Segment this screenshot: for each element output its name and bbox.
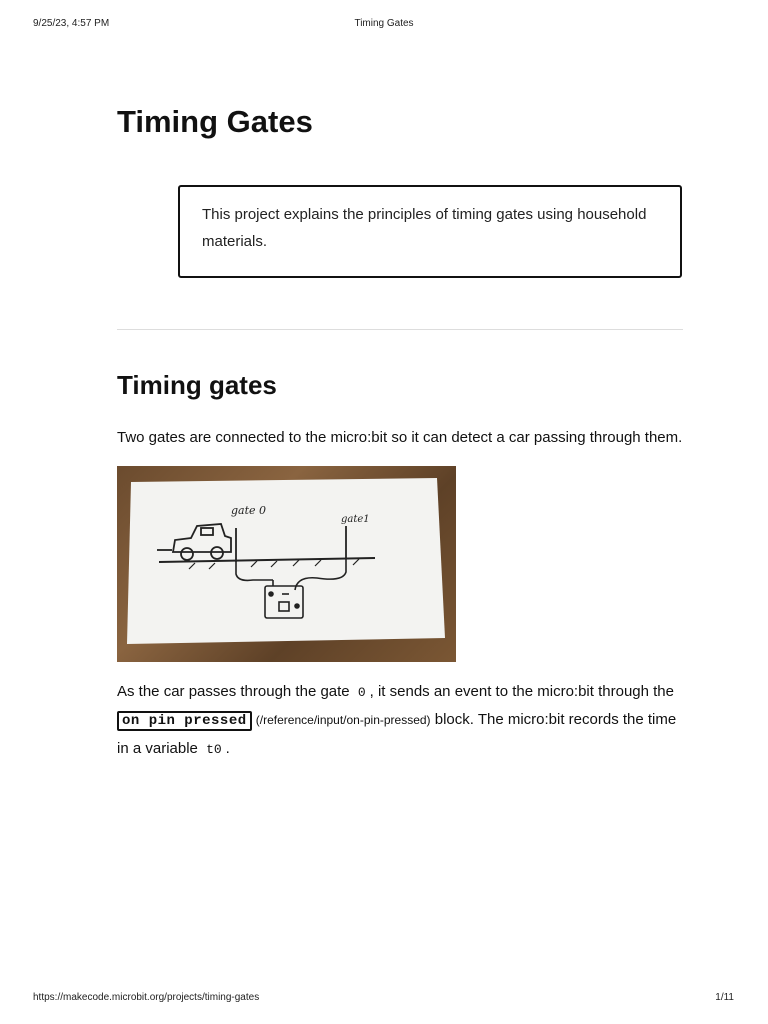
print-header-title: Timing Gates [354,18,414,29]
print-page-number: 1/11 [715,992,734,1003]
on-pin-pressed-block[interactable]: on pin pressed [117,711,252,731]
on-pin-pressed-link[interactable]: (/reference/input/on-pin-pressed) [255,713,431,727]
intro-callout [178,185,682,278]
t0-variable-code: t0 [206,742,222,757]
intro-text: This project explains the principles of timing gates using household materials. [202,206,647,250]
section-divider [117,329,683,330]
print-footer-url: https://makecode.microbit.org/projects/timing-gates [33,992,260,1003]
intro-paragraph: Two gates are connected to the micro:bit so it can detect a car passing through them. [117,429,683,446]
gate-1-label: gate1 [341,514,370,525]
section-heading: Timing gates [117,370,277,400]
sketch-drawing [117,466,456,662]
gate-event-paragraph: As the car passes through the gate 0 , it sends an event to the micro:bit through the on pin pressed (/reference/input/on-pin-pressed) block. The micro:bit records the time in a variable t0 . [117,683,677,757]
print-date: 9/25/23, 4:57 PM [33,18,110,29]
timing-gates-sketch-photo [117,466,456,662]
gate-number-code: 0 [357,685,366,700]
page-title: Timing Gates [117,104,313,139]
gate-0-label: gate 0 [231,504,267,517]
